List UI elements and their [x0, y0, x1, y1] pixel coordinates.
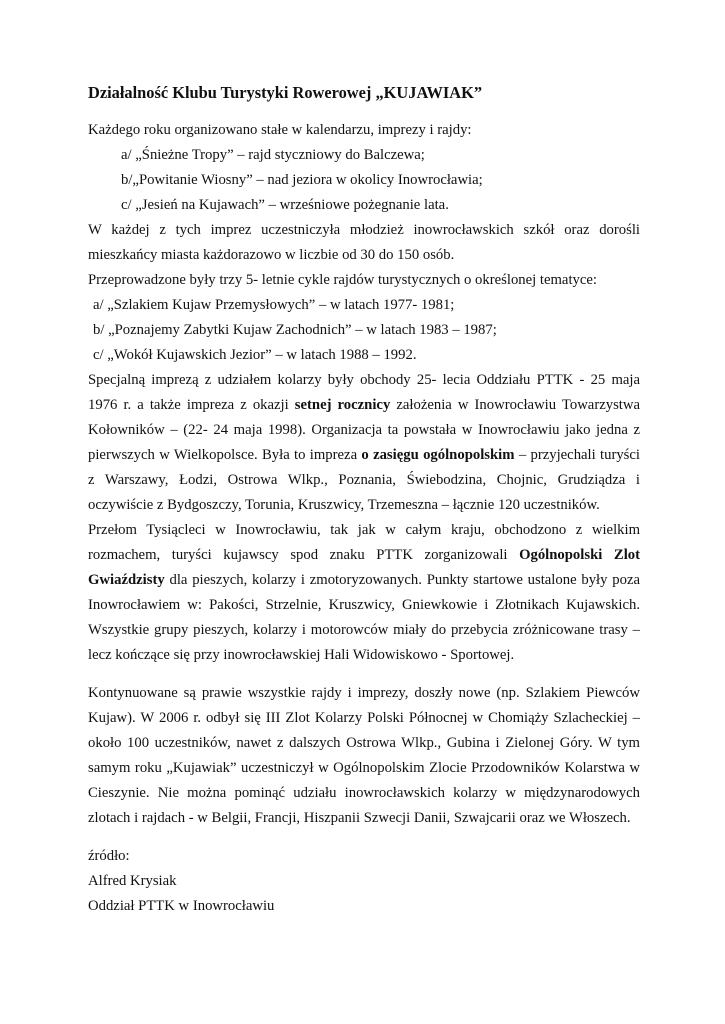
- participation-paragraph: W każdej z tych imprez uczestniczyła młodzież inowrocławskich szkół oraz dorośli mieszkańcy miasta każdorazowo w liczbie od 30 do 150 osób.: [88, 222, 640, 263]
- source-organization: Oddział PTTK w Inowrocławiu: [88, 898, 275, 914]
- event-item-1: a/ „Śnieżne Tropy” – rajd styczniowy do Balczewa;: [121, 147, 425, 163]
- special-text-3: – przyjechali turyści z Warszawy, Łodzi, Ostrowa Wlkp., Poznania, Świebodzina, Chojnic, Grudziądza i oczywiście z Bydgoszczy, Torunia, Kruszwicy, Trzemeszna – łącznie 120 uczestników.: [88, 447, 641, 513]
- special-event-paragraph: [88, 368, 640, 518]
- event-item-3: c/ „Jesień na Kujawach” – wrześniowe pożegnanie lata.: [121, 197, 449, 213]
- millennium-bold-rally: Ogólnopolski Zlot Gwiaździsty: [88, 547, 641, 588]
- millennium-paragraph: [88, 518, 640, 668]
- document-title: Działalność Klubu Turystyki Rowerowej „KUJAWIAK”: [88, 83, 483, 102]
- event-item-2: b/„Powitanie Wiosny” – nad jeziora w okolicy Inowrocławia;: [121, 172, 483, 188]
- special-bold-anniversary: setnej rocznicy: [294, 397, 391, 413]
- special-bold-scope: o zasięgu ogólnopolskim: [361, 447, 515, 463]
- continuation-paragraph: Kontynuowane są prawie wszystkie rajdy i imprezy, doszły nowe (np. Szlakiem Piewców Kujaw). W 2006 r. odbył się III Zlot Kolarzy Polski Północnej w Chomiąży Szlacheckiej – około 100 uczestników, nawet z dalszych Ostrowa Wlkp., Gubina i Zielonej Góry. W tym samym roku „Kujawiak” uczestniczył w Ogólnopolskim Zlocie Przodowników Kolarstwa w Cieszynie. Nie można pominąć udziału inowrocławskich kolarzy w międzynarodowych zlotach i rajdach - w Belgii, Francji, Hiszpanii Szwecji Danii, Szwajcarii oraz we Włoszech.: [88, 685, 640, 826]
- cycle-item-1: a/ „Szlakiem Kujaw Przemysłowych” – w latach 1977- 1981;: [93, 297, 455, 313]
- intro-line: Każdego roku organizowano stałe w kalendarzu, imprezy i rajdy:: [88, 122, 472, 138]
- paragraph-gap-2: [88, 831, 725, 844]
- paragraph-gap: [88, 668, 725, 681]
- source-label: źródło:: [88, 848, 130, 864]
- cycle-item-2: b/ „Poznajemy Zabytki Kujaw Zachodnich” – w latach 1983 – 1987;: [93, 322, 497, 338]
- special-text-2: założenia w Inowrocławiu Towarzystwa Kołowników – (22- 24 maja 1998). Organizacja ta powstała w Inowrocławiu jako jedna z pierwszych w Wielkopolsce. Była to impreza: [88, 397, 640, 463]
- cycles-intro: Przeprowadzone były trzy 5- letnie cykle rajdów turystycznych o określonej tematyce:: [88, 272, 597, 288]
- source-author: Alfred Krysiak: [88, 873, 177, 889]
- millennium-text-1: Przełom Tysiącleci w Inowrocławiu, tak jak w całym kraju, obchodzono z wielkim rozmachem, turyści kujawscy spod znaku PTTK zorganizowali: [88, 522, 640, 563]
- cycle-item-3: c/ „Wokół Kujawskich Jezior” – w latach 1988 – 1992.: [93, 347, 417, 363]
- special-text-1: Specjalną imprezą z udziałem kolarzy były obchody 25- lecia Oddziału PTTK - 25 maja 1976 r. a także impreza z okazji: [88, 372, 640, 413]
- millennium-text-2: dla pieszych, kolarzy i zmotoryzowanych. Punkty startowe ustalone były poza Inowrocławiem w: Pakości, Strzelnie, Kruszwicy, Gniewkowie i Złotnikach Kujawskich. Wszystkie grupy pieszych, kolarzy i motorowców miały do przebycia zróżnicowane trasy – lecz kończące się przy inowrocławskiej Hali Widowiskowo - Sportowej.: [88, 572, 640, 663]
